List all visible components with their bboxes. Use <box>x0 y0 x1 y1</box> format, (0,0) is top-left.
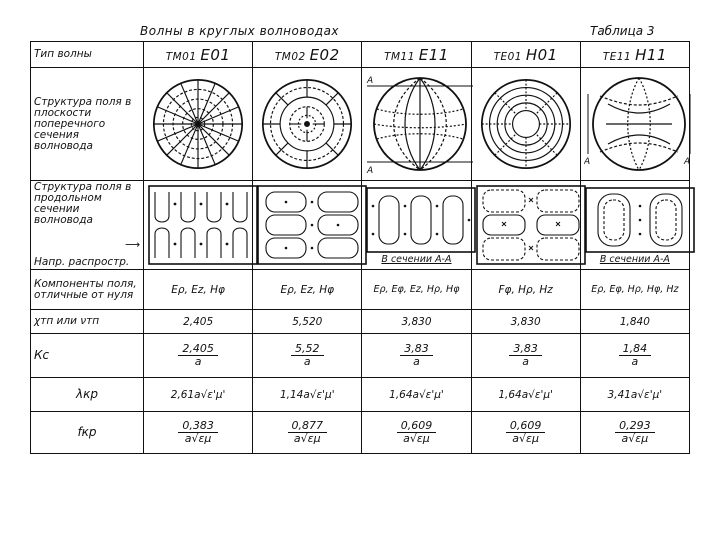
tm11-lambda: 1,64a√ε'μ' <box>362 378 471 412</box>
tm01-components: Eρ, Ez, Hφ <box>144 270 253 310</box>
te11-chi: 1,840 <box>580 310 689 334</box>
te01-longitudinal-figure <box>471 181 580 270</box>
te01-f: $\frac{0,609}{a√\varepsilon\mu}$ <box>471 412 580 454</box>
row-components <box>31 270 690 310</box>
tm02-kc: $\frac{5,52}{a}$ <box>253 334 362 378</box>
te11-transverse-figure <box>580 68 689 181</box>
te11-kc: $\frac{1,84}{a}$ <box>580 334 689 378</box>
waveguide-table <box>30 41 690 454</box>
tm02-f: $\frac{0,877}{a√\varepsilon\mu}$ <box>253 412 362 454</box>
tm11-mark-top: А <box>367 76 374 86</box>
tm11-kc: $\frac{3,83}{a}$ <box>362 334 471 378</box>
tm02-components: Eρ, Ez, Hφ <box>253 270 362 310</box>
label-longitudinal-cell <box>31 181 144 270</box>
row-chi <box>31 310 690 334</box>
tm02-longitudinal-figure <box>253 181 362 270</box>
tm11-longitudinal-figure <box>362 181 471 270</box>
row-longitudinal <box>31 181 690 270</box>
te11-mark-left: А <box>583 157 590 167</box>
tm01-transverse-figure <box>144 68 253 181</box>
label-lambda: λкр <box>31 378 144 412</box>
label-transverse: Структура поля в плоскости поперечного сечения волновода <box>31 68 144 181</box>
wave-name-2: ТМ11 E11 <box>362 42 471 68</box>
te11-longitudinal-figure <box>580 181 689 270</box>
tm11-components: Eρ, Eφ, Ez, Hρ, Hφ <box>362 270 471 310</box>
page-title: Волны в круглых волноводах <box>140 24 340 38</box>
wave-name-0: ТМ01 E01 <box>144 42 253 68</box>
tm01-longitudinal-figure <box>144 181 253 270</box>
propagation-arrow-icon: ⟶ <box>124 239 140 251</box>
row-transverse <box>31 68 690 181</box>
tm02-lambda: 1,14a√ε'μ' <box>253 378 362 412</box>
table-number: Таблица 3 <box>590 24 655 38</box>
te01-chi: 3,830 <box>471 310 580 334</box>
row-lambda <box>31 378 690 412</box>
label-f: fкр <box>31 412 144 454</box>
wave-name-1: ТМ02 E02 <box>253 42 362 68</box>
tm01-chi: 2,405 <box>144 310 253 334</box>
label-wave-type: Тип волны <box>31 42 144 68</box>
tm02-transverse-figure <box>253 68 362 181</box>
label-chi: χтп или νтп <box>31 310 144 334</box>
label-longitudinal: Структура поля в продольном сечении волновода <box>34 181 132 226</box>
te11-f: $\frac{0,293}{a√\varepsilon\mu}$ <box>580 412 689 454</box>
tm01-lambda: 2,61a√ε'μ' <box>144 378 253 412</box>
wave-name-3: ТЕ01 H01 <box>471 42 580 68</box>
tm11-chi: 3,830 <box>362 310 471 334</box>
row-kc <box>31 334 690 378</box>
label-kc: Кс <box>31 334 144 378</box>
te01-lambda: 1,64a√ε'μ' <box>471 378 580 412</box>
tm11-transverse-figure <box>362 68 471 181</box>
te11-section-note: В сечении А-А <box>599 253 670 265</box>
te11-components: Eρ, Eφ, Hρ, Hφ, Hz <box>580 270 689 310</box>
wave-name-4: ТЕ11 H11 <box>580 42 689 68</box>
tm02-chi: 5,520 <box>253 310 362 334</box>
row-wave-type <box>31 42 690 68</box>
te11-mark-right: А <box>683 157 690 167</box>
tm11-section-note: В сечении А-А <box>381 253 452 265</box>
row-f <box>31 412 690 454</box>
te01-transverse-figure <box>471 68 580 181</box>
label-propagation: Напр. распростр. <box>34 256 130 268</box>
te01-components: Fφ, Hρ, Hz <box>471 270 580 310</box>
label-components: Компоненты поля, отличные от нуля <box>31 270 144 310</box>
tm11-f: $\frac{0,609}{a√\varepsilon\mu}$ <box>362 412 471 454</box>
te11-lambda: 3,41a√ε'μ' <box>580 378 689 412</box>
tm01-kc: $\frac{2,405}{a}$ <box>144 334 253 378</box>
tm01-f: $\frac{0,383}{a√\varepsilon\mu}$ <box>144 412 253 454</box>
tm11-mark-bottom: А <box>367 166 374 174</box>
te01-kc: $\frac{3,83}{a}$ <box>471 334 580 378</box>
